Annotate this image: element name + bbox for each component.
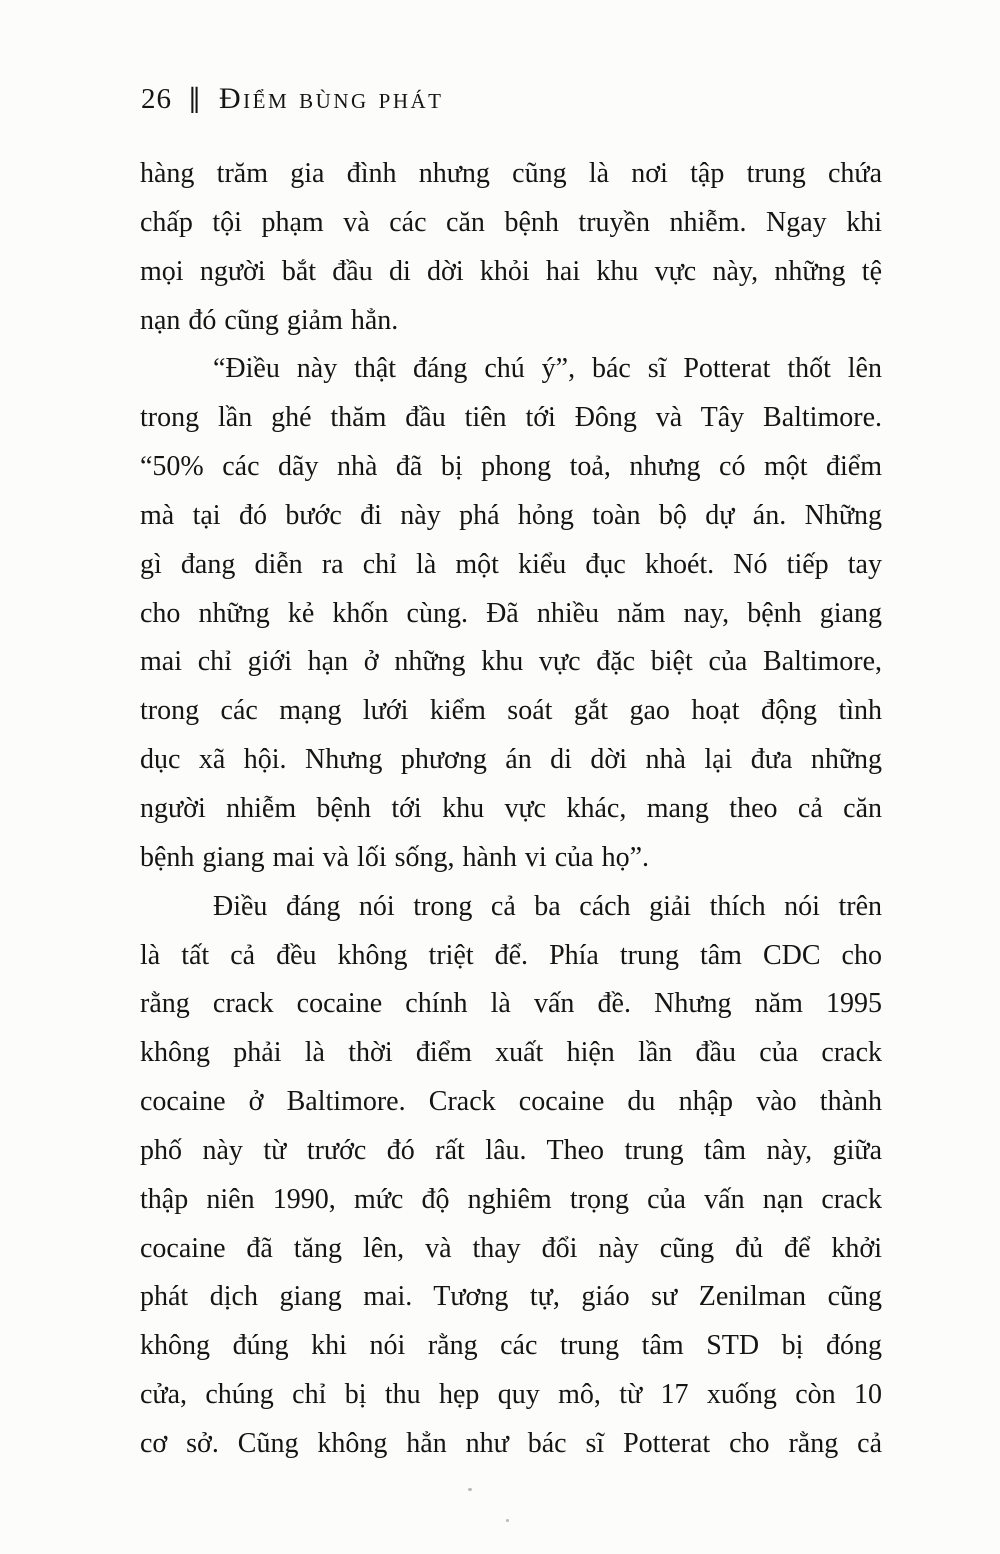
text-line: mai chỉ giới hạn ở những khu vực đặc biệt của Baltimore, — [140, 646, 882, 678]
text-line: “50% các dãy nhà đã bị phong toả, nhưng có một điểm — [140, 451, 882, 483]
text-line: trong các mạng lưới kiểm soát gắt gao hoạt động tình — [140, 695, 882, 727]
text-line: rằng crack cocaine chính là vấn đề. Nhưng năm 1995 — [140, 988, 882, 1020]
running-header — [141, 82, 444, 116]
text-line: bệnh giang mai và lối sống, hành vi của họ”. — [140, 841, 649, 873]
text-line: là tất cả đều không triệt để. Phía trung tâm CDC cho — [140, 939, 882, 971]
text-line: phố này từ trước đó rất lâu. Theo trung tâm này, giữa — [140, 1134, 882, 1166]
text-line: cơ sở. Cũng không hẳn như bác sĩ Potterat cho rằng cả — [140, 1427, 882, 1459]
text-line: không đúng khi nói rằng các trung tâm STD bị đóng — [140, 1330, 882, 1362]
text-line: không phải là thời điểm xuất hiện lần đầu của crack — [140, 1037, 882, 1069]
text-line: cocaine đã tăng lên, và thay đổi này cũng đủ để khởi — [140, 1232, 882, 1264]
header-separator-icon: ‖ — [188, 84, 201, 114]
text-line: gì đang diễn ra chỉ là một kiểu đục khoét. Nó tiếp tay — [140, 548, 882, 580]
text-line: người nhiễm bệnh tới khu vực khác, mang theo cả căn — [140, 792, 882, 824]
page-number: 26 — [141, 83, 172, 115]
text-line: hàng trăm gia đình nhưng cũng là nơi tập trung chứa — [140, 158, 882, 189]
text-line: Điều đáng nói trong cả ba cách giải thích nói trên — [213, 890, 882, 922]
text-line: trong lần ghé thăm đầu tiên tới Đông và Tây Baltimore. — [140, 402, 882, 434]
text-line: thập niên 1990, mức độ nghiêm trọng của vấn nạn crack — [140, 1183, 882, 1215]
text-line: cho những kẻ khốn cùng. Đã nhiều năm nay, bệnh giang — [140, 597, 882, 629]
running-title: Điểm bùng phát — [219, 82, 444, 115]
text-line: nạn đó cũng giảm hẳn. — [140, 304, 399, 336]
text-line: phát dịch giang mai. Tương tự, giáo sư Zenilman cũng — [140, 1281, 882, 1313]
scan-speck — [468, 1488, 472, 1491]
text-line: cocaine ở Baltimore. Crack cocaine du nhập vào thành — [140, 1086, 882, 1118]
scan-speck — [506, 1519, 509, 1522]
text-line: “Điều này thật đáng chú ý”, bác sĩ Potterat thốt lên — [213, 353, 882, 385]
text-line: cửa, chúng chỉ bị thu hẹp quy mô, từ 17 xuống còn 10 — [140, 1379, 882, 1411]
text-line: dục xã hội. Nhưng phương án di dời nhà lại đưa những — [140, 744, 882, 776]
text-line: chấp tội phạm và các căn bệnh truyền nhiễm. Ngay khi — [140, 206, 882, 238]
page-body — [140, 150, 882, 1469]
text-line: mọi người bắt đầu di dời khỏi hai khu vực này, những tệ — [140, 255, 882, 287]
text-line: mà tại đó bước đi này phá hỏng toàn bộ dự án. Những — [140, 499, 882, 531]
